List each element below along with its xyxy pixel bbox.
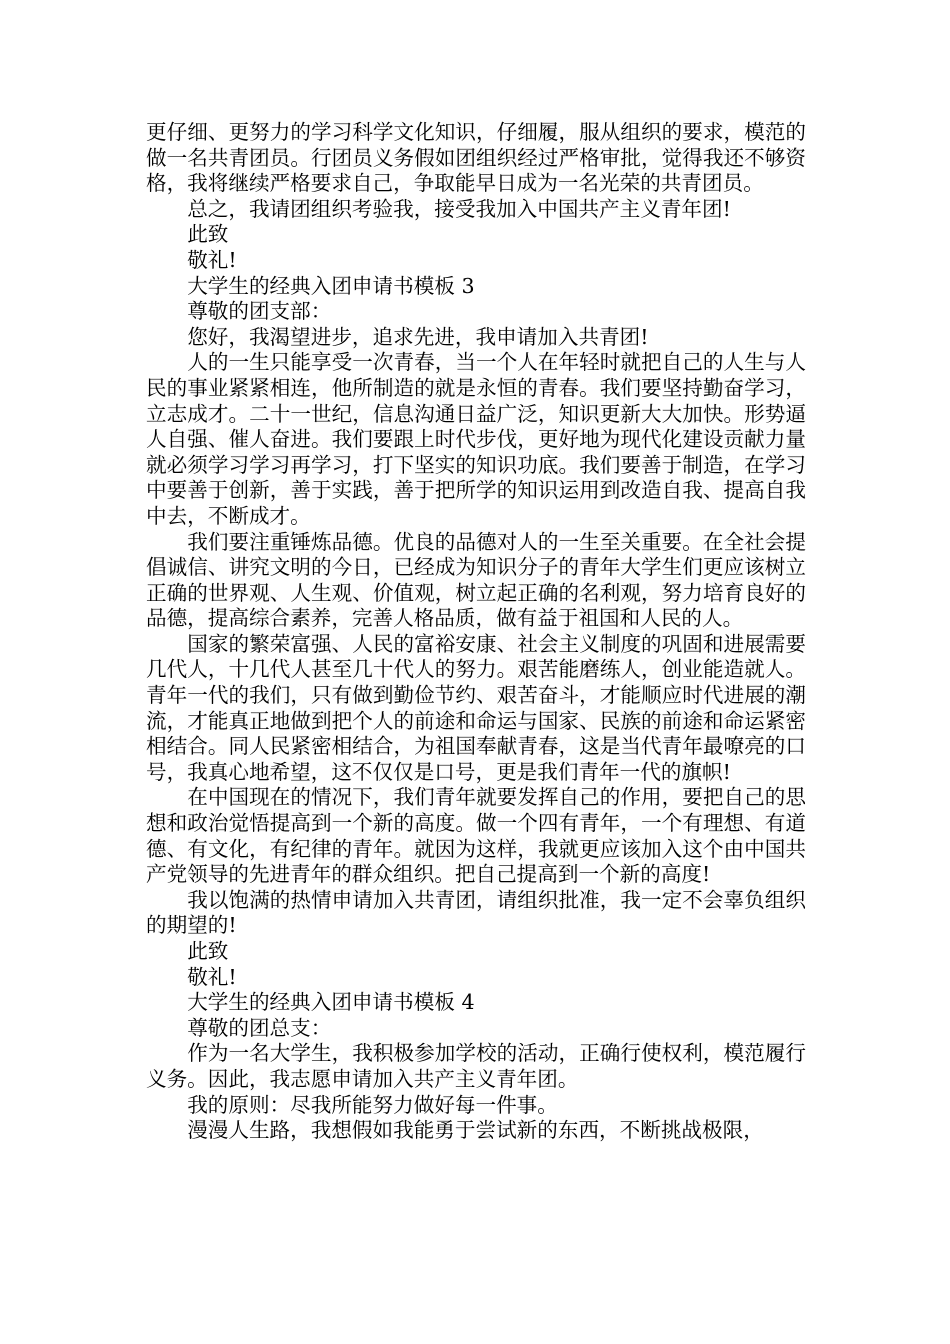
closing-regards: 敬礼! — [187, 247, 237, 272]
paragraph-body: 作为一名大学生，我积极参加学校的活动，正确行使权利，模范履行义务。因此，我志愿申请加入共产主义青年团。 — [146, 1041, 806, 1091]
paragraph-body: 国家的繁荣富强、人民的富裕安康、社会主义制度的巩固和进展需要几代人，十几代人甚至几十代人的努力。艰苦能磨练人，创业能造就人。青年一代的我们，只有做到勤俭节约、艰苦奋斗，才能顺应时代进展的潮流，才能真正地做到把个人的前途和命运与国家、民族的前途和命运紧密相结合。同人民紧密相结合，为祖国奉献青春，这是当代青年最嘹亮的口号，我真心地希望，这不仅仅是口号，更是我们青年一代的旗帜! — [146, 631, 806, 784]
closing-regards: 敬礼! — [187, 964, 237, 989]
closing-salutation: 此致 — [187, 939, 229, 963]
template-heading: 大学生的经典入团申请书模板 3 — [187, 273, 475, 298]
paragraph-body: 我以饱满的热情申请加入共青团，请组织批准，我一定不会辜负组织的期望的! — [146, 887, 806, 938]
closing-salutation: 此致 — [187, 222, 229, 247]
paragraph-body: 漫漫人生路，我想假如我能勇于尝试新的东西，不断挑战极限， — [187, 1118, 764, 1143]
paragraph-opening: 您好，我渴望进步，追求先进，我申请加入共青团! — [187, 324, 649, 349]
paragraph-body: 我们要注重锤炼品德。优良的品德对人的一生至关重要。在全社会提倡诚信、讲究文明的今日，已经成为知识分子的青年大学生们更应该树立正确的世界观、人生观、价值观，树立起正确的名利观，努力培育良好的品德，提高综合素养，完善人格品质，做有益于祖国和人民的人。 — [146, 529, 806, 631]
document-page — [146, 120, 806, 1144]
letter-greeting: 尊敬的团总支： — [187, 1015, 332, 1040]
letter-greeting: 尊敬的团支部： — [187, 299, 332, 324]
template-heading: 大学生的经典入团申请书模板 4 — [187, 990, 475, 1015]
paragraph-body: 在中国现在的情况下，我们青年就要发挥自己的作用，要把自己的思想和政治觉悟提高到一个新的高度。做一个四有青年，一个有理想、有道德、有文化，有纪律的青年。就因为这样，我就更应该加入这个由中国共产党领导的先进青年的群众组织。把自己提高到一个新的高度! — [146, 785, 806, 887]
paragraph-body: 人的一生只能享受一次青春，当一个人在年轻时就把自己的人生与人民的事业紧紧相连，他所制造的就是永恒的青春。我们要坚持勤奋学习，立志成才。二十一世纪，信息沟通日益广泛，知识更新大大加快。形势逼人自强、催人奋进。我们要跟上时代步伐，更好地为现代化建设贡献力量就必须学习学习再学习，打下坚实的知识功底。我们要善于制造，在学习中要善于创新，善于实践，善于把所学的知识运用到改造自我、提高自我中去，不断成才。 — [146, 350, 806, 528]
paragraph-continuation: 更仔细、更努力的学习科学文化知识，仔细履，服从组织的要求，模范的做一名共青团员。行团员义务假如团组织经过严格审批，觉得我还不够资格，我将继续严格要求自己，争取能早日成为一名光荣的共青团员。 — [146, 120, 806, 196]
paragraph-conclusion: 总之，我请团组织考验我，接受我加入中国共产主义青年团! — [187, 196, 731, 221]
paragraph-body: 我的原则：尽我所能努力做好每一件事。 — [187, 1092, 558, 1117]
